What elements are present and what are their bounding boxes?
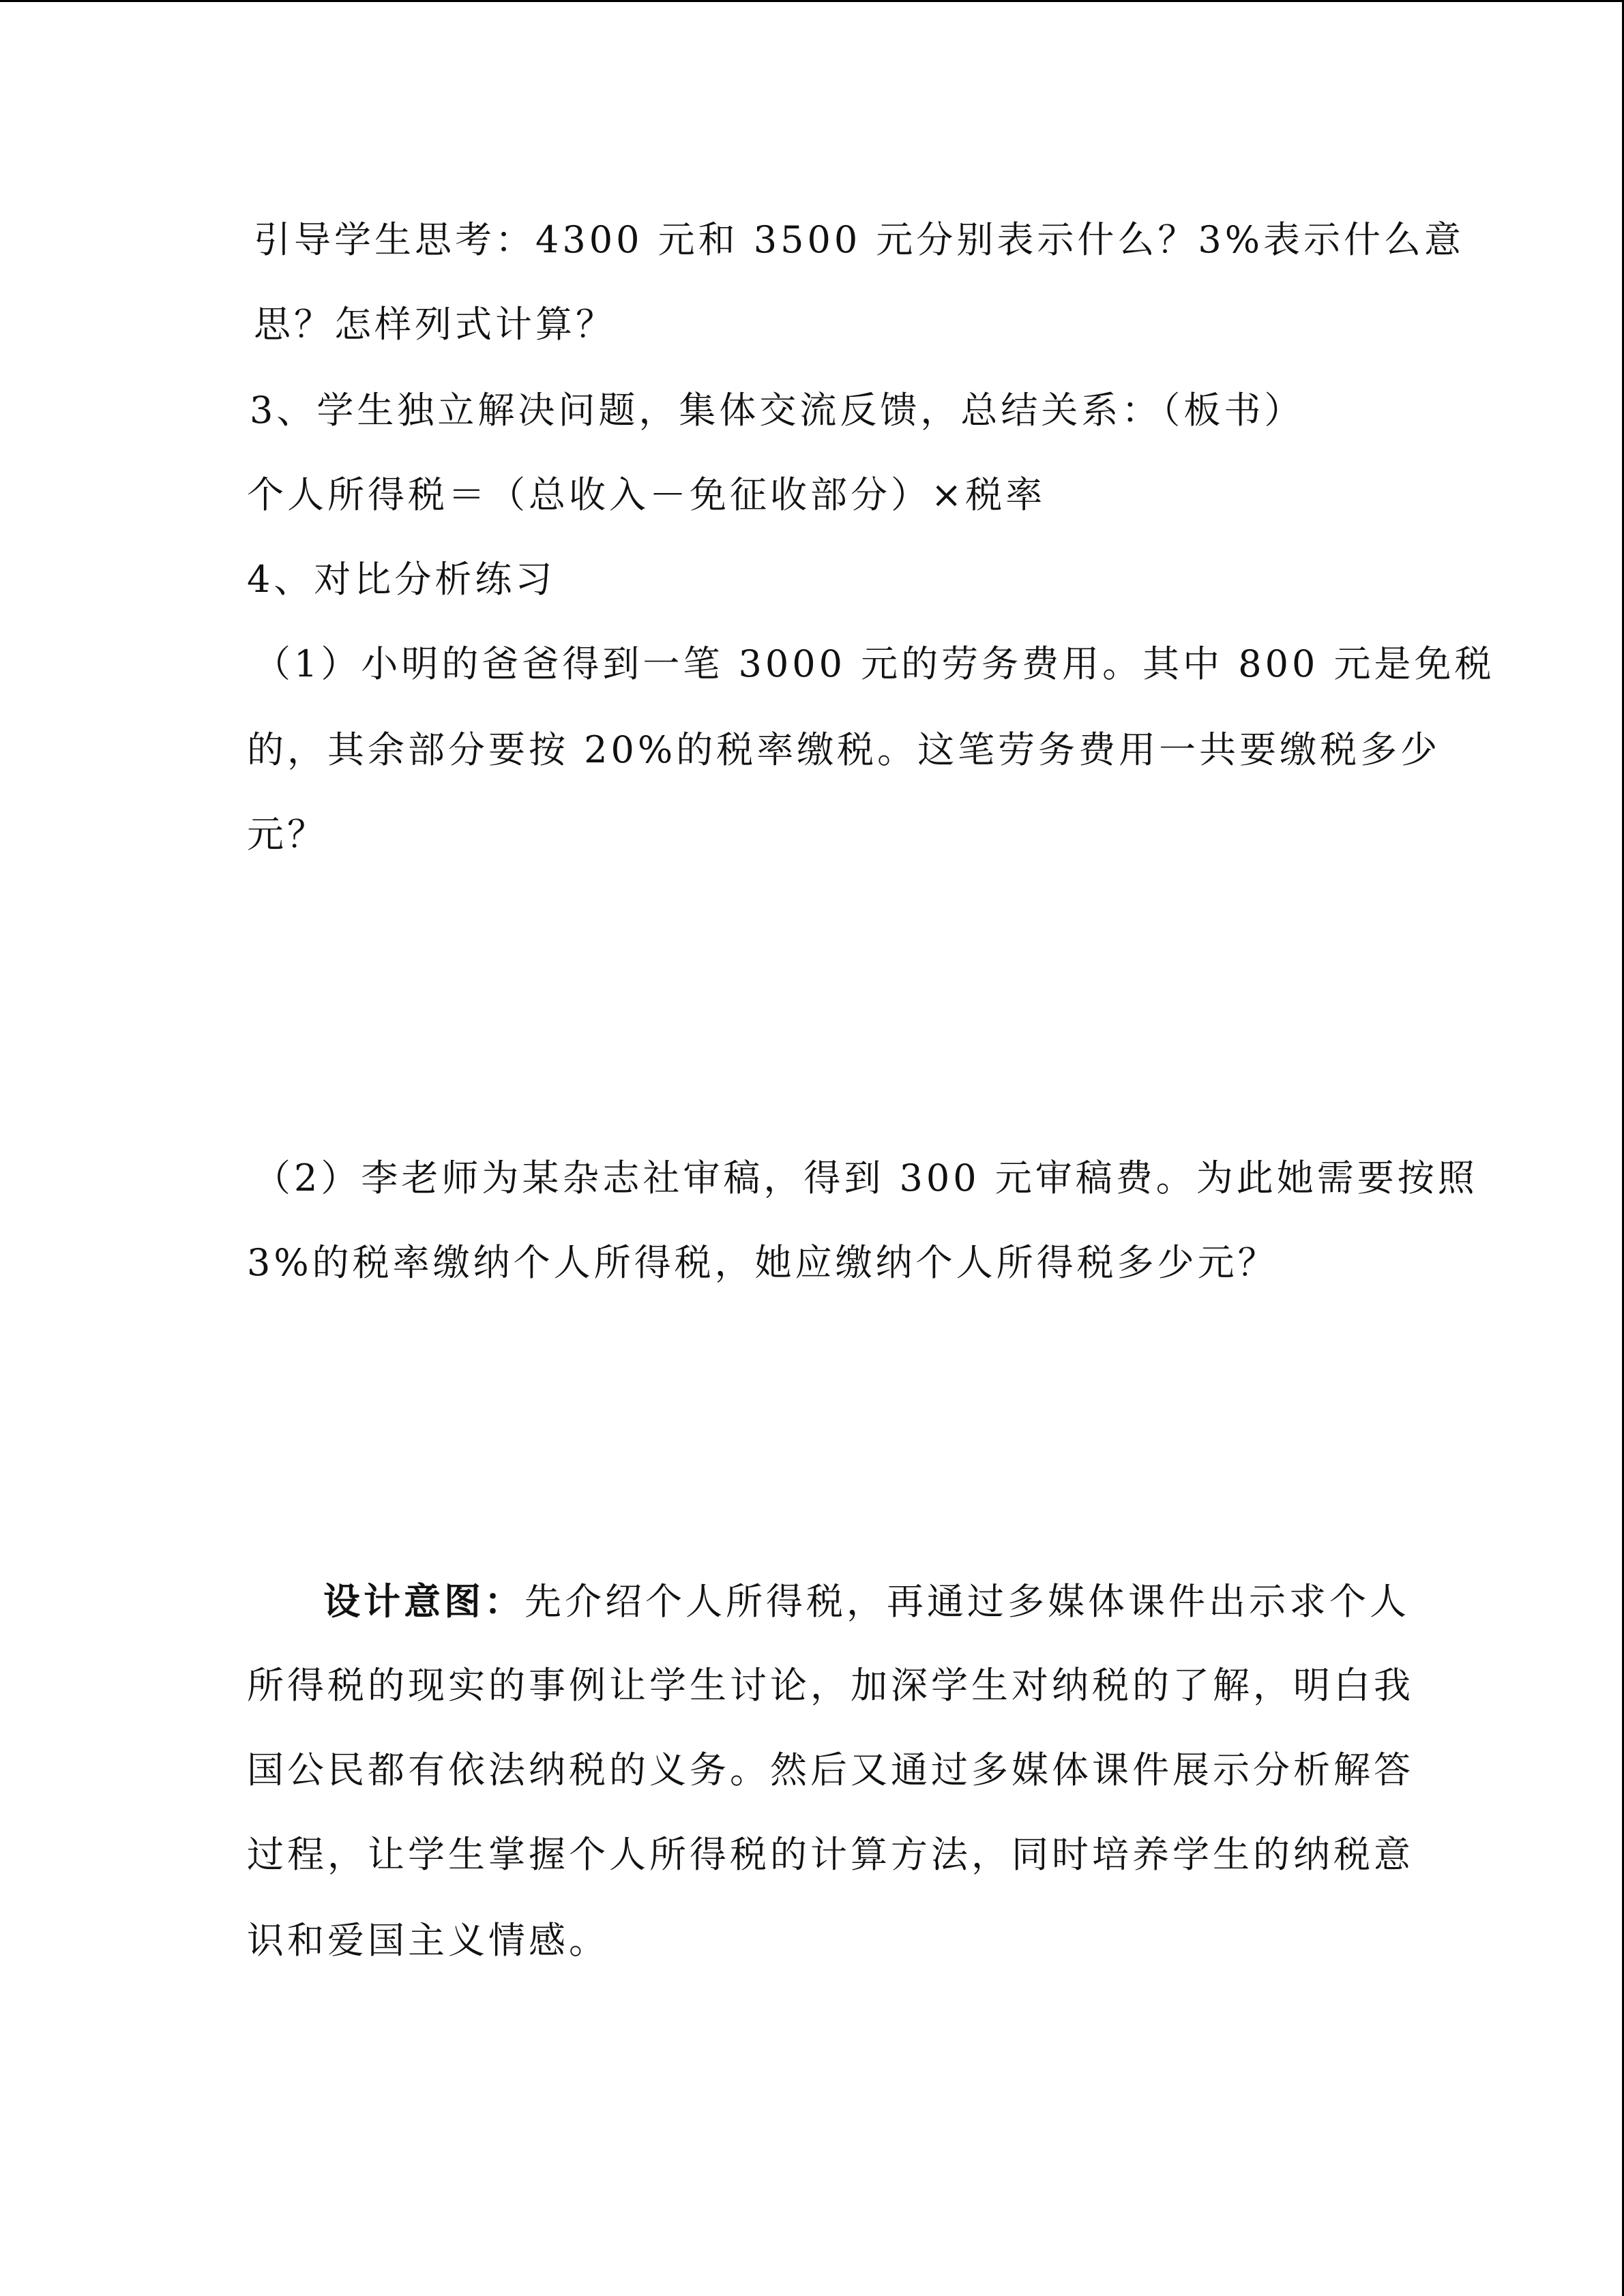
design-intent-line-4: 过程，让学生掌握个人所得税的计算方法，同时培养学生的纳税意 [247, 1833, 1414, 1876]
page-border-top [0, 0, 1624, 2]
design-intent-line-3: 国公民都有依法纳税的义务。然后又通过多媒体课件展示分析解答 [247, 1748, 1414, 1791]
guide-question-line-2: 思？怎样列式计算？ [254, 303, 616, 346]
step-3-line: 3、学生独立解决问题，集体交流反馈，总结关系：（板书） [250, 389, 1305, 432]
exercise-1-line-1: （1）小明的爸爸得到一笔 3000 元的劳务费用。其中 800 元是免税 [254, 642, 1495, 685]
design-intent-line-2: 所得税的现实的事例让学生讨论，加深学生对纳税的了解，明白我 [247, 1664, 1414, 1707]
design-intent-label: 设计意图： [323, 1579, 525, 1623]
design-intent-line-1 [323, 1574, 1410, 1628]
tax-formula: 个人所得税＝（总收入－免征收部分）×税率 [247, 473, 1046, 516]
guide-question-line-1: 引导学生思考：4300 元和 3500 元分别表示什么？3%表示什么意 [254, 218, 1465, 261]
exercise-1-line-3: 元？ [247, 813, 327, 856]
exercise-1-line-2: 的，其余部分要按 20%的税率缴税。这笔劳务费用一共要缴税多少 [247, 728, 1441, 771]
design-intent-line-5: 识和爱国主义情感。 [247, 1919, 609, 1962]
exercise-2-line-1: （2）李老师为某杂志社审稿，得到 300 元审稿费。为此她需要按照 [254, 1157, 1478, 1199]
exercise-2-line-2: 3%的税率缴纳个人所得税，她应缴纳个人所得税多少元？ [247, 1241, 1278, 1284]
step-4-heading: 4、对比分析练习 [247, 558, 556, 601]
design-intent-text: 先介绍个人所得税，再通过多媒体课件出示求个人 [525, 1580, 1410, 1623]
